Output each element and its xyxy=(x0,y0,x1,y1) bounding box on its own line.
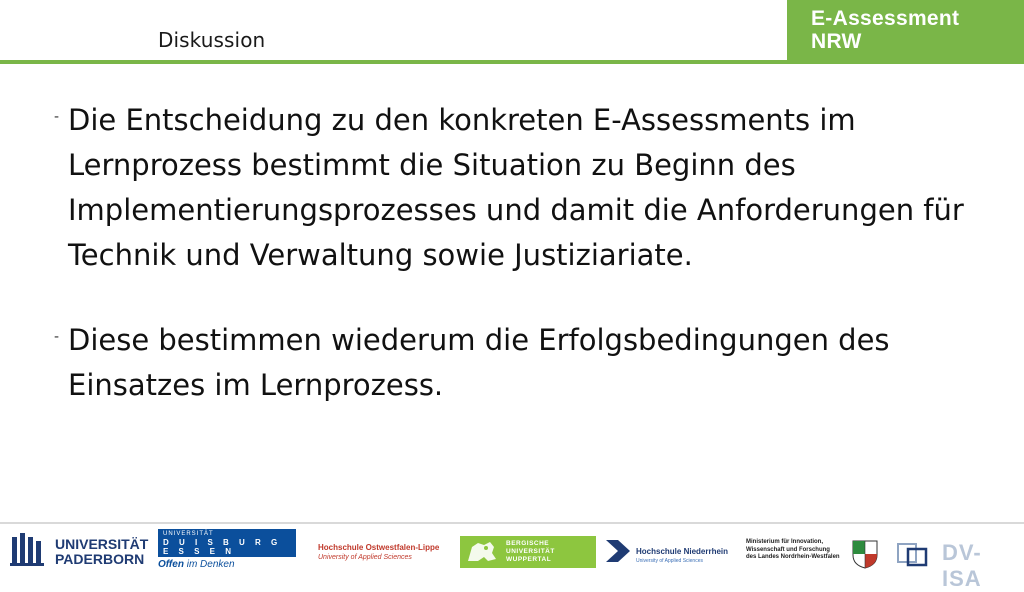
logo-uni-paderborn: UNIVERSITÄT PADERBORN xyxy=(10,529,150,569)
logo-dvisa: DV-ISA xyxy=(896,538,1020,570)
bullet-text: Die Entscheidung zu den konkreten E-Assessments im Lernprozess bestimmt die Situation zu Beginn des Implementierungsprozesses und damit die Anforderungen für Technik und Verwaltung sowie Justiziariate. xyxy=(68,103,964,272)
logo-hs-niederrhein: Hochschule Niederrhein University of Applied Sciences xyxy=(606,536,746,568)
bullet-marker: - xyxy=(54,329,60,345)
slide-body xyxy=(46,98,1006,408)
niederrhein-mark-icon xyxy=(606,540,632,562)
footer-divider xyxy=(0,522,1024,524)
brand-label: E-Assessment NRW xyxy=(811,7,960,53)
slide-header xyxy=(0,0,1024,64)
logo-bergische-uni-wuppertal: BERGISCHE UNIVERSITÄT WUPPERTAL xyxy=(460,536,596,568)
nrw-coat-of-arms-icon xyxy=(850,539,880,569)
bullet-marker: - xyxy=(54,109,60,125)
slide-title: Diskussion xyxy=(158,28,266,52)
dvisa-squares-icon xyxy=(896,540,934,568)
logo-footer xyxy=(0,522,1024,591)
header-divider xyxy=(0,60,1024,64)
logo-ministerium-nrw: Ministerium für Innovation, Wissenschaft und Forschung des Landes Nordrhein-Westfalen xyxy=(746,539,840,560)
bullet-item xyxy=(46,98,1006,278)
logo-hs-ostwestfalen-lippe: Hochschule Ostwestfalen-Lippe University of Applied Sciences xyxy=(318,543,440,561)
bergische-lion-icon xyxy=(464,539,500,565)
bullet-text: Diese bestimmen wiederum die Erfolgsbedingungen des Einsatzes im Lernprozess. xyxy=(68,323,890,402)
brand-banner xyxy=(787,0,1024,60)
bullet-item xyxy=(46,318,1006,408)
paderborn-crest-icon xyxy=(10,531,48,567)
logo-uni-duisburg-essen: UNIVERSITÄT D U I S B U R G E S S E N Offen im Denken xyxy=(158,529,296,573)
